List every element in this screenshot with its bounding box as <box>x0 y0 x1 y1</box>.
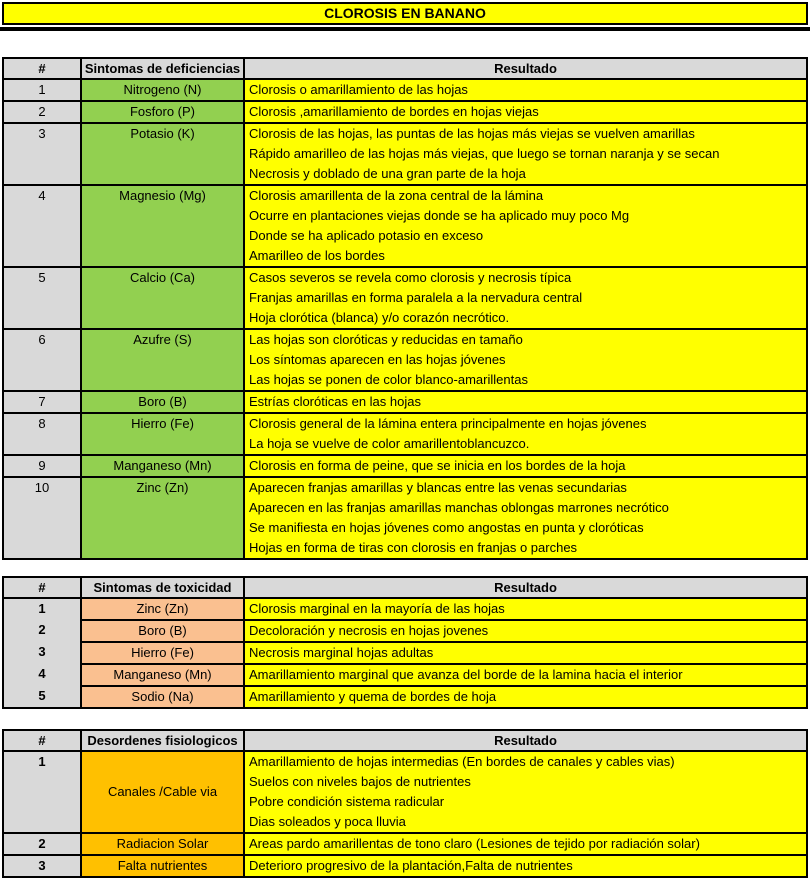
row-number: 10 <box>3 477 81 559</box>
table-row <box>3 267 807 329</box>
result-cell <box>244 686 807 708</box>
result-line: Las hojas se ponen de color blanco-amarillentas <box>249 372 528 387</box>
item-cell: Sodio (Na) <box>81 686 244 708</box>
table-deficiencias <box>2 57 808 560</box>
result-header: Resultado <box>244 58 807 79</box>
row-number: 2 <box>3 101 81 123</box>
result-cell <box>244 751 807 833</box>
result-cell <box>244 79 807 101</box>
table-row <box>3 413 807 455</box>
header-row <box>3 577 807 598</box>
row-number: 3 <box>3 855 81 877</box>
result-line: La hoja se vuelve de color amarillentoblancuzco. <box>249 436 530 451</box>
table-row <box>3 185 807 267</box>
table-row <box>3 664 807 686</box>
result-line: Amarillamiento marginal que avanza del borde de la lamina hacia el interior <box>249 667 683 682</box>
result-cell <box>244 329 807 391</box>
item-cell: Boro (B) <box>81 391 244 413</box>
table-row <box>3 642 807 664</box>
item-cell: Nitrogeno (N) <box>81 79 244 101</box>
result-line: Clorosis o amarillamiento de las hojas <box>249 82 468 97</box>
result-cell <box>244 855 807 877</box>
item-cell: Potasio (K) <box>81 123 244 185</box>
result-line: Amarilleo de los bordes <box>249 248 385 263</box>
table-row <box>3 329 807 391</box>
result-line: Casos severos se revela como clorosis y necrosis típica <box>249 270 572 285</box>
row-number: 1 <box>3 598 81 620</box>
result-cell <box>244 413 807 455</box>
row-number: 4 <box>3 664 81 686</box>
row-number: 7 <box>3 391 81 413</box>
row-number: 3 <box>3 123 81 185</box>
row-number: 2 <box>3 833 81 855</box>
row-number: 2 <box>3 620 81 642</box>
result-line: Deterioro progresivo de la plantación,Falta de nutrientes <box>249 858 573 873</box>
row-number: 3 <box>3 642 81 664</box>
item-header: Desordenes fisiologicos <box>81 730 244 751</box>
result-line: Amarillamiento de hojas intermedias (En bordes de canales y cables vias) <box>249 754 675 769</box>
item-cell: Falta nutrientes <box>81 855 244 877</box>
result-line: Necrosis y doblado de una gran parte de la hoja <box>249 166 526 181</box>
result-line: Suelos con niveles bajos de nutrientes <box>249 774 471 789</box>
result-line: Donde se ha aplicado potasio en exceso <box>249 228 484 243</box>
result-cell <box>244 391 807 413</box>
row-number: 5 <box>3 267 81 329</box>
result-line: Clorosis de las hojas, las puntas de las hojas más viejas se vuelven amarillas <box>249 126 695 141</box>
table-row <box>3 833 807 855</box>
table-row <box>3 598 807 620</box>
row-number: 9 <box>3 455 81 477</box>
row-number: 4 <box>3 185 81 267</box>
result-line: Franjas amarillas en forma paralela a la nervadura central <box>249 290 583 305</box>
result-line: Clorosis marginal en la mayoría de las hojas <box>249 601 505 616</box>
result-cell <box>244 664 807 686</box>
row-number: 6 <box>3 329 81 391</box>
result-line: Las hojas son cloróticas y reducidas en tamaño <box>249 332 523 347</box>
num-header: # <box>3 730 81 751</box>
item-cell: Hierro (Fe) <box>81 413 244 455</box>
table-row <box>3 620 807 642</box>
item-cell: Manganeso (Mn) <box>81 664 244 686</box>
result-line: Los síntomas aparecen en las hojas jóvenes <box>249 352 506 367</box>
row-number: 5 <box>3 686 81 708</box>
result-header: Resultado <box>244 577 807 598</box>
result-header: Resultado <box>244 730 807 751</box>
item-cell: Canales /Cable via <box>81 751 244 833</box>
result-line: Hojas en forma de tiras con clorosis en franjas o parches <box>249 540 578 555</box>
result-cell <box>244 642 807 664</box>
result-cell <box>244 477 807 559</box>
table-row <box>3 751 807 833</box>
row-number: 8 <box>3 413 81 455</box>
result-line: Estrías cloróticas en las hojas <box>249 394 421 409</box>
result-line: Necrosis marginal hojas adultas <box>249 645 434 660</box>
result-line: Se manifiesta en hojas jóvenes como angostas en punta y cloróticas <box>249 520 644 535</box>
spacer <box>0 560 810 576</box>
num-header: # <box>3 577 81 598</box>
table-row <box>3 123 807 185</box>
result-cell <box>244 267 807 329</box>
tables-container <box>0 57 810 878</box>
result-cell <box>244 620 807 642</box>
result-line: Decoloración y necrosis en hojas jovenes <box>249 623 489 638</box>
result-cell <box>244 455 807 477</box>
result-line: Clorosis en forma de peine, que se inicia en los bordes de la hoja <box>249 458 626 473</box>
table-row <box>3 477 807 559</box>
result-cell <box>244 123 807 185</box>
item-cell: Zinc (Zn) <box>81 598 244 620</box>
result-line: Areas pardo amarillentas de tono claro (Lesiones de tejido por radiación solar) <box>249 836 700 851</box>
page-title: CLOROSIS EN BANANO <box>2 2 808 25</box>
result-line: Clorosis general de la lámina entera principalmente en hojas jóvenes <box>249 416 647 431</box>
table-row <box>3 855 807 877</box>
result-cell <box>244 185 807 267</box>
result-line: Dias soleados y poca lluvia <box>249 814 406 829</box>
header-row <box>3 730 807 751</box>
item-cell: Boro (B) <box>81 620 244 642</box>
item-cell: Hierro (Fe) <box>81 642 244 664</box>
result-cell <box>244 101 807 123</box>
result-line: Pobre condición sistema radicular <box>249 794 445 809</box>
spacer <box>0 709 810 729</box>
row-number: 1 <box>3 751 81 833</box>
header-row <box>3 58 807 79</box>
table-row <box>3 686 807 708</box>
result-line: Amarillamiento y quema de bordes de hoja <box>249 689 497 704</box>
table-row <box>3 79 807 101</box>
result-line: Clorosis amarillenta de la zona central de la lámina <box>249 188 544 203</box>
item-cell: Azufre (S) <box>81 329 244 391</box>
item-cell: Magnesio (Mg) <box>81 185 244 267</box>
item-header: Sintomas de toxicidad <box>81 577 244 598</box>
result-line: Hoja clorótica (blanca) y/o corazón necrótico. <box>249 310 510 325</box>
result-line: Ocurre en plantaciones viejas donde se ha aplicado muy poco Mg <box>249 208 630 223</box>
table-row <box>3 455 807 477</box>
item-header: Sintomas de deficiencias <box>81 58 244 79</box>
result-line: Aparecen franjas amarillas y blancas entre las venas secundarias <box>249 480 627 495</box>
result-line: Rápido amarilleo de las hojas más viejas, que luego se tornan naranja y se secan <box>249 146 720 161</box>
num-header: # <box>3 58 81 79</box>
result-line: Aparecen en las franjas amarillas manchas oblongas marrones necrótico <box>249 500 669 515</box>
row-number: 1 <box>3 79 81 101</box>
item-cell: Calcio (Ca) <box>81 267 244 329</box>
item-cell: Radiacion Solar <box>81 833 244 855</box>
table-row <box>3 101 807 123</box>
result-cell <box>244 833 807 855</box>
item-cell: Zinc (Zn) <box>81 477 244 559</box>
result-line: Clorosis ,amarillamiento de bordes en hojas viejas <box>249 104 539 119</box>
table-desordenes <box>2 729 808 878</box>
result-cell <box>244 598 807 620</box>
item-cell: Fosforo (P) <box>81 101 244 123</box>
spacer <box>0 31 810 57</box>
item-cell: Manganeso (Mn) <box>81 455 244 477</box>
table-row <box>3 391 807 413</box>
table-toxicidad <box>2 576 808 709</box>
